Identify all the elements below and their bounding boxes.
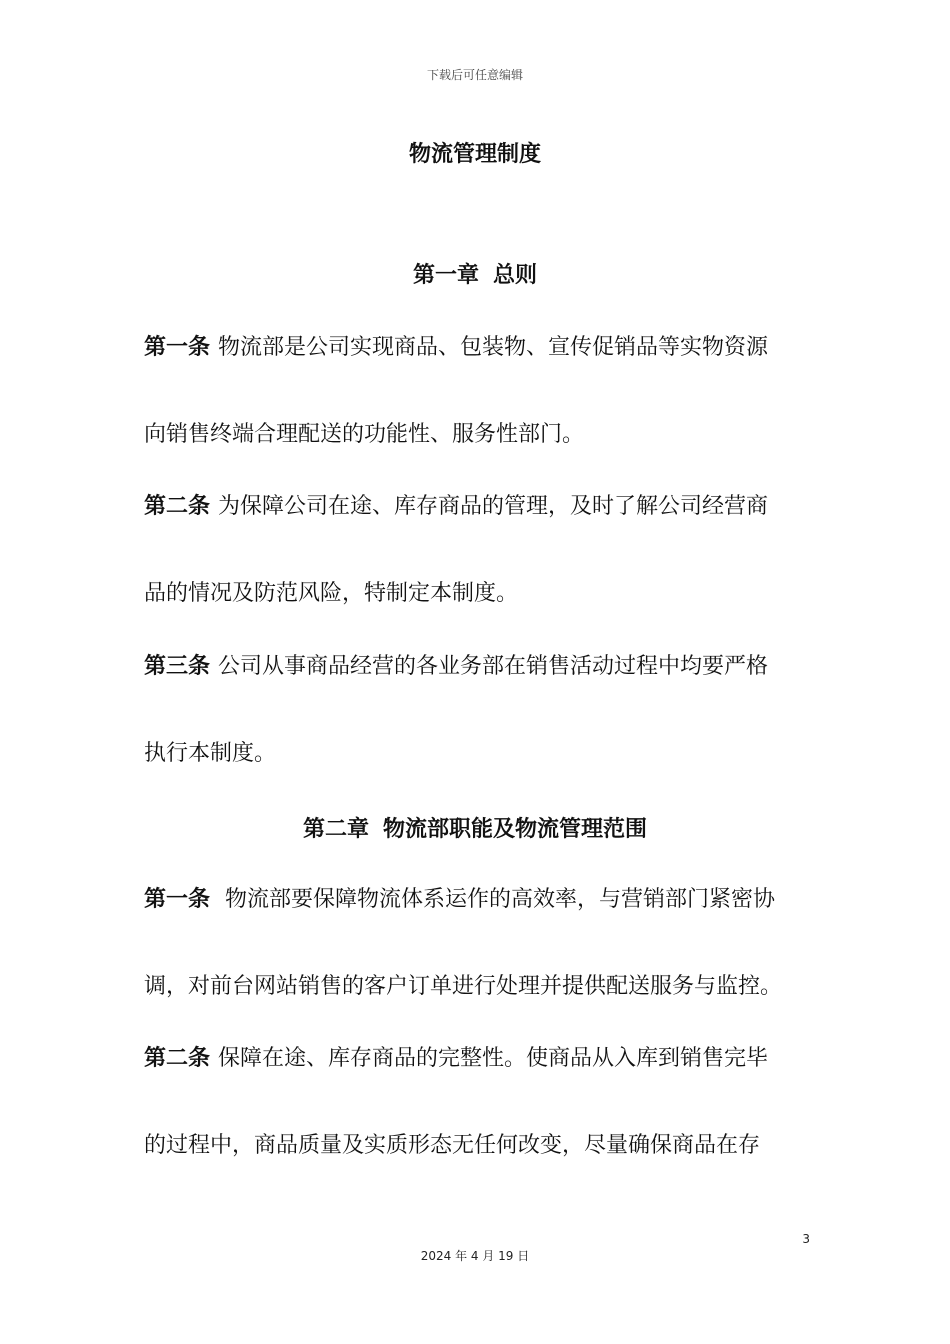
article-line — [144, 652, 824, 682]
header-note: 下载后可任意编辑 — [426, 68, 523, 82]
article-text: 物流部是公司实现商品、包装物、宣传促销品等实物资源 — [218, 335, 769, 360]
article-label: 第一条 — [144, 887, 211, 912]
chapter-heading-1 — [0, 258, 950, 289]
article-text: 为保障公司在途、库存商品的管理，及时了解公司经营商 — [218, 494, 769, 519]
document-title: 物流管理制度 — [408, 142, 541, 167]
article-text: 物流部要保障物流体系运作的高效率，与营销部门紧密协 — [218, 887, 776, 912]
article-label: 第三条 — [144, 654, 211, 679]
article-text: 品的情况及防范风险，特制定本制度。 — [144, 581, 519, 606]
chapter-name: 总则 — [493, 263, 538, 288]
article-text: 的过程中，商品质量及实质形态无任何改变，尽量确保商品在存 — [144, 1133, 761, 1158]
chapter-number: 第二章 — [302, 817, 369, 842]
article-line — [144, 739, 824, 769]
chapter-name: 物流部职能及物流管理范围 — [383, 817, 648, 842]
article-line — [144, 420, 824, 450]
article-line — [144, 1131, 824, 1161]
article-text: 公司从事商品经营的各业务部在销售活动过程中均要严格 — [218, 654, 769, 679]
article-text: 保障在途、库存商品的完整性。使商品从入库到销售完毕 — [218, 1046, 769, 1071]
article-text: 调，对前台网站销售的客户订单进行处理并提供配送服务与监控。 — [144, 974, 783, 999]
article-line — [144, 492, 824, 522]
article-line — [144, 333, 824, 363]
article-label: 第一条 — [144, 335, 211, 360]
footer-date: 2024 年 4 月 19 日 — [420, 1249, 530, 1263]
article-text: 执行本制度。 — [144, 741, 277, 766]
article-line — [144, 972, 824, 1002]
article-label: 第二条 — [144, 1046, 211, 1071]
chapter-number: 第一章 — [412, 263, 479, 288]
chapter-heading-2 — [0, 812, 950, 843]
article-line — [144, 885, 824, 915]
article-text: 向销售终端合理配送的功能性、服务性部门。 — [144, 422, 585, 447]
article-line — [144, 579, 824, 609]
article-line — [144, 1044, 824, 1074]
page-number: 3 — [802, 1232, 810, 1246]
article-label: 第二条 — [144, 494, 211, 519]
